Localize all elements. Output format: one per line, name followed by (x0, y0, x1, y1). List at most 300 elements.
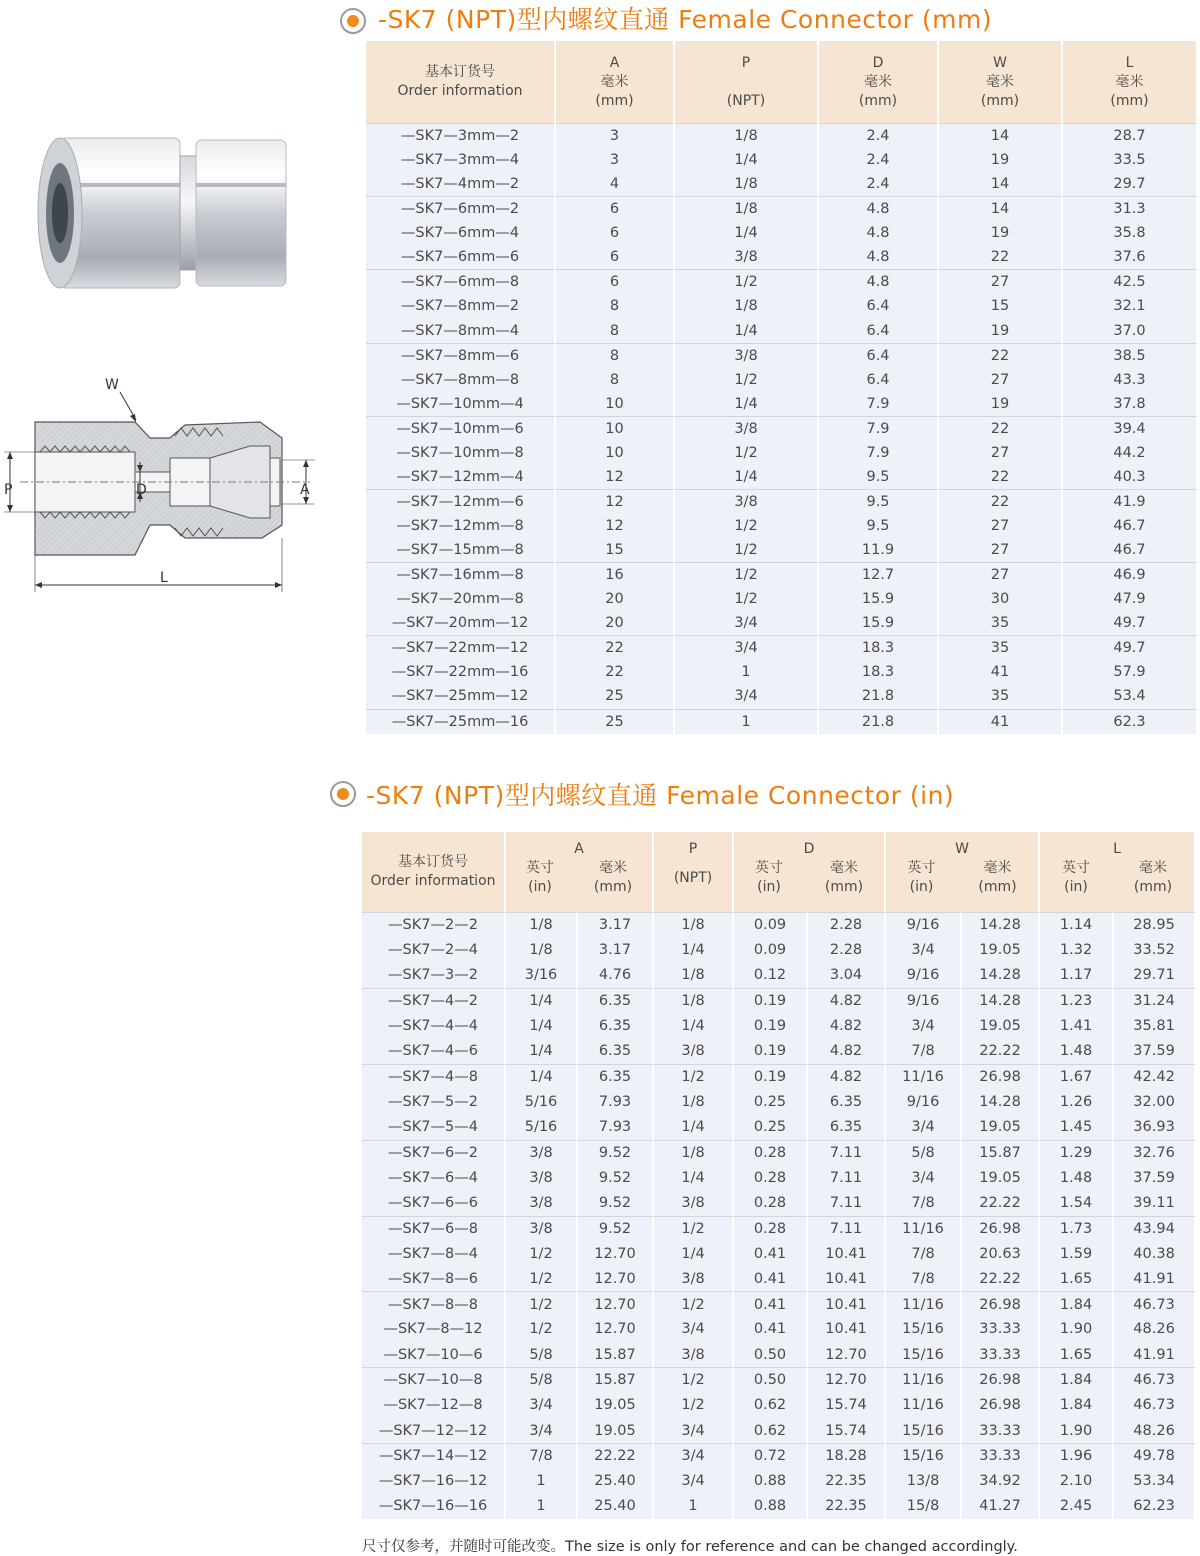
table-cell: 22.35 (808, 1469, 886, 1494)
table-cell: 1.67 (1040, 1064, 1114, 1089)
table-cell: 40.3 (1063, 465, 1198, 489)
table-cell: 37.59 (1114, 1038, 1196, 1063)
table-cell: 14.28 (962, 1089, 1040, 1114)
table-cell: 11/16 (886, 1291, 962, 1316)
table-cell: 1/8 (675, 123, 819, 148)
table-cell: 12.70 (578, 1317, 654, 1342)
table-cell: 28.95 (1114, 912, 1196, 937)
table-cell: 6.4 (819, 318, 939, 342)
order-code-cell: —SK7—16mm—8 (366, 562, 556, 587)
table-cell: 37.59 (1114, 1165, 1196, 1190)
order-code-cell: —SK7—8—8 (362, 1291, 506, 1316)
order-code-cell: —SK7—8mm—6 (366, 343, 556, 368)
section-in-heading: -SK7 (NPT)型内螺纹直通 Female Connector (in) (366, 781, 955, 810)
table-cell: 1/2 (675, 562, 819, 587)
order-code-cell: —SK7—8mm—2 (366, 294, 556, 318)
table-row (366, 318, 1198, 342)
order-code-cell: —SK7—10mm—6 (366, 416, 556, 441)
dim-label-w: W (105, 377, 119, 393)
table-cell: 22 (939, 245, 1063, 269)
table-cell: 33.5 (1063, 148, 1198, 172)
table-row (362, 1038, 1196, 1063)
table-row (362, 1494, 1196, 1519)
table-cell: 1.23 (1040, 988, 1114, 1013)
table-cell: 39.11 (1114, 1190, 1196, 1215)
table-row (362, 1367, 1196, 1392)
order-code-cell: —SK7—25mm—16 (366, 709, 556, 734)
table-cell: 12 (556, 465, 675, 489)
table-cell: 0.25 (734, 1114, 808, 1139)
table-cell: 19.05 (578, 1418, 654, 1443)
dim-label-p: P (4, 482, 13, 498)
table-cell: 15/16 (886, 1418, 962, 1443)
table-cell: 35.81 (1114, 1013, 1196, 1038)
table-cell: 1 (506, 1494, 578, 1519)
table-cell: 10 (556, 441, 675, 465)
table-cell: 1 (675, 709, 819, 734)
table-cell: 2.4 (819, 148, 939, 172)
spec-table-mm-body (366, 123, 1198, 734)
table-cell: 14.28 (962, 988, 1040, 1013)
table-cell: 33.33 (962, 1443, 1040, 1468)
table-cell: 6 (556, 269, 675, 294)
table-cell: 9/16 (886, 988, 962, 1013)
table-cell: 4.82 (808, 1064, 886, 1089)
table-cell: 14.28 (962, 912, 1040, 937)
table-cell: 1.32 (1040, 937, 1114, 962)
dim-label-l: L (160, 570, 168, 586)
table-cell: 27 (939, 514, 1063, 538)
table-cell: 0.28 (734, 1140, 808, 1165)
table-cell: 14 (939, 123, 1063, 148)
table-cell: 1.14 (1040, 912, 1114, 937)
table-cell: 62.3 (1063, 709, 1198, 734)
table-cell: 9.5 (819, 489, 939, 514)
table-cell: 26.98 (962, 1393, 1040, 1418)
table-cell: 12.70 (808, 1342, 886, 1367)
table-row (362, 1469, 1196, 1494)
table-cell: 12 (556, 489, 675, 514)
table-cell: 13/8 (886, 1469, 962, 1494)
table-cell: 3/8 (506, 1165, 578, 1190)
dim-label-d: D (136, 482, 147, 498)
table-cell: 15.74 (808, 1418, 886, 1443)
table-cell: 0.41 (734, 1291, 808, 1316)
table-cell: 1/2 (506, 1266, 578, 1291)
table-row (366, 294, 1198, 318)
order-code-cell: —SK7—4—6 (362, 1038, 506, 1063)
table-cell: 2.4 (819, 123, 939, 148)
table-cell: 1/4 (654, 937, 734, 962)
table-cell: 14 (939, 172, 1063, 196)
table-cell: 26.98 (962, 1291, 1040, 1316)
table-cell: 22.22 (962, 1190, 1040, 1215)
spec-table-in (362, 832, 1196, 1519)
table-cell: 1/2 (675, 538, 819, 562)
table-cell: 35 (939, 611, 1063, 635)
table-cell: 33.52 (1114, 937, 1196, 962)
order-code-cell: —SK7—3mm—4 (366, 148, 556, 172)
table-cell: 3/8 (506, 1140, 578, 1165)
table-cell: 6 (556, 221, 675, 245)
table-cell: 5/16 (506, 1114, 578, 1139)
table-cell: 0.19 (734, 1038, 808, 1063)
table-cell: 26.98 (962, 1216, 1040, 1241)
table-cell: 0.50 (734, 1367, 808, 1392)
table-cell: 1/2 (675, 269, 819, 294)
table-cell: 16 (556, 562, 675, 587)
table-cell: 9/16 (886, 1089, 962, 1114)
spec-table-in-body (362, 912, 1196, 1519)
order-code-cell: —SK7—25mm—12 (366, 684, 556, 708)
table-cell: 33.33 (962, 1342, 1040, 1367)
table-cell: 3/4 (886, 1165, 962, 1190)
order-code-cell: —SK7—8mm—4 (366, 318, 556, 342)
table-cell: 10.41 (808, 1266, 886, 1291)
table-cell: 33.33 (962, 1418, 1040, 1443)
order-code-cell: —SK7—8—6 (362, 1266, 506, 1291)
table-cell: 1 (675, 660, 819, 684)
table-cell: 12.7 (819, 562, 939, 587)
table-cell: 4.8 (819, 269, 939, 294)
table-cell: 21.8 (819, 684, 939, 708)
table-cell: 3/8 (506, 1190, 578, 1215)
order-code-cell: —SK7—6mm—4 (366, 221, 556, 245)
table-cell: 1 (506, 1469, 578, 1494)
table-cell: 15.74 (808, 1393, 886, 1418)
table-cell: 25.40 (578, 1494, 654, 1519)
header-p: P (NPT) (654, 832, 734, 912)
order-code-cell: —SK7—20mm—8 (366, 587, 556, 611)
table-cell: 1/4 (675, 318, 819, 342)
table-cell: 15/16 (886, 1317, 962, 1342)
order-code-cell: —SK7—6—2 (362, 1140, 506, 1165)
table-cell: 0.19 (734, 988, 808, 1013)
table-cell: 15.87 (962, 1140, 1040, 1165)
table-cell: 1.59 (1040, 1241, 1114, 1266)
table-cell: 20 (556, 611, 675, 635)
table-cell: 1/8 (675, 172, 819, 196)
table-cell: 1/4 (506, 1064, 578, 1089)
table-cell: 0.41 (734, 1266, 808, 1291)
table-cell: 1 (654, 1494, 734, 1519)
dimension-diagram (0, 370, 330, 600)
table-row (362, 1140, 1196, 1165)
table-cell: 0.19 (734, 1064, 808, 1089)
table-cell: 3/8 (654, 1038, 734, 1063)
table-cell: 37.8 (1063, 392, 1198, 416)
table-cell: 5/8 (886, 1140, 962, 1165)
table-cell: 4.82 (808, 1038, 886, 1063)
order-code-cell: —SK7—12—8 (362, 1393, 506, 1418)
table-row (362, 1064, 1196, 1089)
table-cell: 3/4 (654, 1469, 734, 1494)
table-cell: 3/8 (675, 489, 819, 514)
table-cell: 0.62 (734, 1418, 808, 1443)
table-row (366, 392, 1198, 416)
table-cell: 22 (939, 343, 1063, 368)
table-row (366, 123, 1198, 148)
order-code-cell: —SK7—12mm—6 (366, 489, 556, 514)
order-code-cell: —SK7—8—4 (362, 1241, 506, 1266)
table-cell: 0.28 (734, 1165, 808, 1190)
table-cell: 22 (939, 465, 1063, 489)
table-cell: 1/2 (654, 1367, 734, 1392)
table-row (362, 1216, 1196, 1241)
table-cell: 1.84 (1040, 1393, 1114, 1418)
table-cell: 1/4 (506, 1013, 578, 1038)
table-cell: 7.11 (808, 1190, 886, 1215)
table-cell: 18.3 (819, 635, 939, 660)
table-cell: 0.28 (734, 1190, 808, 1215)
table-cell: 6.4 (819, 294, 939, 318)
table-cell: 1/8 (506, 937, 578, 962)
table-cell: 3.17 (578, 937, 654, 962)
table-cell: 35 (939, 684, 1063, 708)
table-cell: 25 (556, 709, 675, 734)
table-cell: 46.73 (1114, 1367, 1196, 1392)
table-cell: 0.72 (734, 1443, 808, 1468)
table-cell: 1/8 (675, 196, 819, 221)
table-cell: 49.7 (1063, 611, 1198, 635)
table-cell: 3/4 (675, 684, 819, 708)
table-row (366, 416, 1198, 441)
table-cell: 8 (556, 318, 675, 342)
table-cell: 1/4 (654, 1165, 734, 1190)
table-row (362, 1291, 1196, 1316)
header-w: W 毫米 (mm) (939, 41, 1063, 123)
table-cell: 40.38 (1114, 1241, 1196, 1266)
table-row (366, 465, 1198, 489)
order-code-cell: —SK7—6mm—2 (366, 196, 556, 221)
table-cell: 1/2 (675, 587, 819, 611)
table-cell: 3/4 (654, 1443, 734, 1468)
table-cell: 10.41 (808, 1241, 886, 1266)
table-cell: 1.48 (1040, 1165, 1114, 1190)
table-cell: 7/8 (886, 1038, 962, 1063)
table-cell: 6.35 (578, 1038, 654, 1063)
table-cell: 7/8 (506, 1443, 578, 1468)
order-code-cell: —SK7—2—2 (362, 912, 506, 937)
table-cell: 3.04 (808, 963, 886, 988)
table-row (362, 1342, 1196, 1367)
table-row (362, 1266, 1196, 1291)
table-row (362, 1317, 1196, 1342)
table-cell: 3/8 (675, 343, 819, 368)
table-cell: 1.90 (1040, 1317, 1114, 1342)
table-cell: 41.27 (962, 1494, 1040, 1519)
table-cell: 6 (556, 196, 675, 221)
table-cell: 3/4 (886, 1013, 962, 1038)
table-cell: 0.25 (734, 1089, 808, 1114)
table-cell: 5/8 (506, 1367, 578, 1392)
table-cell: 9.5 (819, 465, 939, 489)
table-cell: 3/16 (506, 963, 578, 988)
table-cell: 19.05 (578, 1393, 654, 1418)
table-cell: 43.3 (1063, 368, 1198, 392)
table-cell: 53.34 (1114, 1469, 1196, 1494)
table-cell: 1.41 (1040, 1013, 1114, 1038)
table-cell: 2.28 (808, 937, 886, 962)
table-row (366, 245, 1198, 269)
table-cell: 11/16 (886, 1064, 962, 1089)
table-cell: 1/2 (654, 1064, 734, 1089)
header-a: A 英寸 (in) 毫米 (mm) (506, 832, 654, 912)
table-cell: 6 (556, 245, 675, 269)
table-cell: 8 (556, 343, 675, 368)
table-cell: 14.28 (962, 963, 1040, 988)
table-cell: 36.93 (1114, 1114, 1196, 1139)
table-cell: 19 (939, 392, 1063, 416)
table-row (366, 709, 1198, 734)
order-code-cell: —SK7—8—12 (362, 1317, 506, 1342)
table-row (366, 611, 1198, 635)
table-cell: 3/4 (654, 1418, 734, 1443)
table-cell: 1/4 (675, 392, 819, 416)
table-cell: 7.11 (808, 1165, 886, 1190)
table-cell: 15/16 (886, 1342, 962, 1367)
table-cell: 3/4 (675, 611, 819, 635)
table-cell: 7/8 (886, 1241, 962, 1266)
table-cell: 1.96 (1040, 1443, 1114, 1468)
table-row (362, 988, 1196, 1013)
table-cell: 9.52 (578, 1190, 654, 1215)
order-code-cell: —SK7—10mm—8 (366, 441, 556, 465)
table-cell: 18.28 (808, 1443, 886, 1468)
table-cell: 15.87 (578, 1342, 654, 1367)
table-cell: 1.45 (1040, 1114, 1114, 1139)
table-cell: 1/2 (506, 1241, 578, 1266)
table-row (362, 1013, 1196, 1038)
table-cell: 6.35 (578, 988, 654, 1013)
order-code-cell: —SK7—8mm—8 (366, 368, 556, 392)
table-cell: 3/8 (654, 1190, 734, 1215)
table-cell: 7.11 (808, 1140, 886, 1165)
order-code-cell: —SK7—6—8 (362, 1216, 506, 1241)
table-cell: 22 (939, 489, 1063, 514)
table-cell: 27 (939, 562, 1063, 587)
table-cell: 1.84 (1040, 1367, 1114, 1392)
table-cell: 1/2 (654, 1216, 734, 1241)
table-row (362, 1165, 1196, 1190)
table-cell: 1/8 (654, 912, 734, 937)
table-cell: 25.40 (578, 1469, 654, 1494)
table-cell: 12.70 (578, 1241, 654, 1266)
table-cell: 1.26 (1040, 1089, 1114, 1114)
table-row (366, 269, 1198, 294)
table-cell: 10.41 (808, 1291, 886, 1316)
table-cell: 4.8 (819, 221, 939, 245)
table-cell: 1.54 (1040, 1190, 1114, 1215)
table-cell: 3 (556, 148, 675, 172)
table-cell: 12 (556, 514, 675, 538)
header-a: A 毫米 (mm) (556, 41, 675, 123)
table-cell: 1.48 (1040, 1038, 1114, 1063)
table-cell: 37.6 (1063, 245, 1198, 269)
table-cell: 10.41 (808, 1317, 886, 1342)
table-cell: 30 (939, 587, 1063, 611)
table-cell: 8 (556, 368, 675, 392)
table-cell: 3/4 (654, 1317, 734, 1342)
order-code-cell: —SK7—3mm—2 (366, 123, 556, 148)
table-cell: 20.63 (962, 1241, 1040, 1266)
header-order-info: 基本订货号 Order information (366, 41, 556, 123)
table-cell: 22 (556, 635, 675, 660)
table-cell: 1/4 (506, 988, 578, 1013)
table-cell: 8 (556, 294, 675, 318)
table-row (362, 1190, 1196, 1215)
table-cell: 41.9 (1063, 489, 1198, 514)
table-cell: 12.70 (578, 1266, 654, 1291)
table-cell: 53.4 (1063, 684, 1198, 708)
table-cell: 2.4 (819, 172, 939, 196)
spec-table-mm (366, 41, 1198, 734)
table-cell: 19.05 (962, 1114, 1040, 1139)
table-cell: 57.9 (1063, 660, 1198, 684)
table-cell: 1/4 (506, 1038, 578, 1063)
order-code-cell: —SK7—4mm—2 (366, 172, 556, 196)
table-cell: 35.8 (1063, 221, 1198, 245)
table-cell: 4.8 (819, 245, 939, 269)
table-cell: 3/4 (886, 1114, 962, 1139)
table-cell: 3/4 (886, 937, 962, 962)
header-d: D 英寸 (in) 毫米 (mm) (734, 832, 886, 912)
product-photo (30, 128, 290, 303)
table-cell: 44.2 (1063, 441, 1198, 465)
table-row (366, 538, 1198, 562)
table-cell: 19 (939, 221, 1063, 245)
header-d: D 毫米 (mm) (819, 41, 939, 123)
table-cell: 32.1 (1063, 294, 1198, 318)
table-cell: 1/8 (654, 988, 734, 1013)
table-cell: 0.12 (734, 963, 808, 988)
section-bullet-icon (330, 781, 356, 807)
table-cell: 42.42 (1114, 1064, 1196, 1089)
table-cell: 1/4 (675, 148, 819, 172)
table-cell: 3/8 (675, 416, 819, 441)
order-code-cell: —SK7—5—4 (362, 1114, 506, 1139)
table-cell: 0.88 (734, 1494, 808, 1519)
table-cell: 1.65 (1040, 1266, 1114, 1291)
table-cell: 48.26 (1114, 1418, 1196, 1443)
table-cell: 19 (939, 148, 1063, 172)
table-cell: 29.71 (1114, 963, 1196, 988)
order-code-cell: —SK7—6—6 (362, 1190, 506, 1215)
table-row (362, 1393, 1196, 1418)
table-cell: 19 (939, 318, 1063, 342)
table-cell: 7.9 (819, 416, 939, 441)
table-cell: 49.7 (1063, 635, 1198, 660)
header-l: L 毫米 (mm) (1063, 41, 1198, 123)
table-cell: 4 (556, 172, 675, 196)
table-cell: 1/8 (675, 294, 819, 318)
table-cell: 1/2 (675, 514, 819, 538)
table-cell: 18.3 (819, 660, 939, 684)
order-code-cell: —SK7—4—2 (362, 988, 506, 1013)
order-code-cell: —SK7—4—4 (362, 1013, 506, 1038)
table-cell: 22 (556, 660, 675, 684)
table-cell: 46.7 (1063, 538, 1198, 562)
table-cell: 1.73 (1040, 1216, 1114, 1241)
table-cell: 7.9 (819, 392, 939, 416)
order-code-cell: —SK7—16—12 (362, 1469, 506, 1494)
order-code-cell: —SK7—6mm—6 (366, 245, 556, 269)
table-cell: 46.7 (1063, 514, 1198, 538)
table-cell: 1/4 (675, 465, 819, 489)
order-code-cell: —SK7—12mm—8 (366, 514, 556, 538)
table-cell: 1/4 (654, 1013, 734, 1038)
table-cell: 1/2 (506, 1291, 578, 1316)
